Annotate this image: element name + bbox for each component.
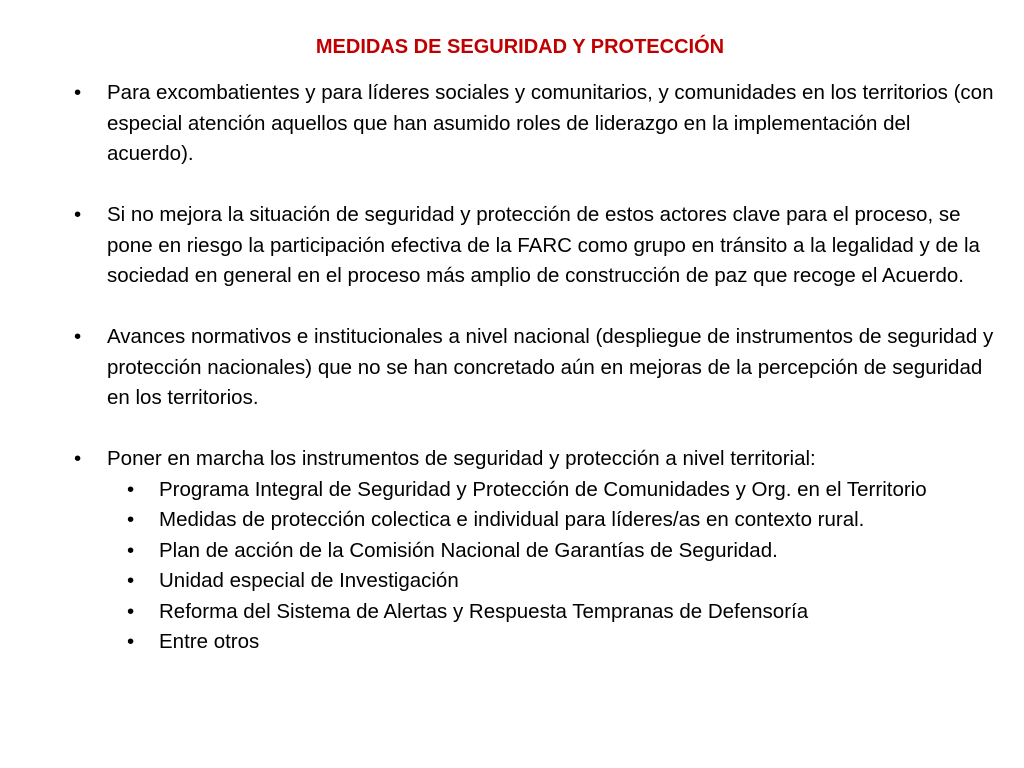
sub-bullet-text: Medidas de protección colectica e individual para líderes/as en contexto rural. <box>159 508 865 531</box>
sub-bullet-item <box>107 597 994 628</box>
sub-bullet-icon: • <box>127 569 135 592</box>
sub-bullet-text: Entre otros <box>159 630 260 653</box>
sub-bullet-icon: • <box>127 538 135 562</box>
sub-bullet-item <box>107 505 994 536</box>
sub-bullet-icon: • <box>127 508 135 531</box>
bullet-list <box>74 78 994 658</box>
sub-bullet-text: Plan de acción de la Comisión Nacional de Garantías de Seguridad. <box>159 538 778 562</box>
sub-bullet-icon: • <box>127 630 135 653</box>
bullet-text: Poner en marcha los instrumentos de seguridad y protección a nivel territorial: <box>107 447 816 470</box>
sub-bullet-icon: • <box>127 477 135 501</box>
sub-bullet-text: Reforma del Sistema de Alertas y Respuesta Tempranas de Defensoría <box>159 599 809 623</box>
sub-bullet-item <box>107 627 994 658</box>
bullet-item <box>74 200 994 292</box>
bullet-icon: • <box>74 325 82 348</box>
sub-bullet-text: Programa Integral de Seguridad y Protección de Comunidades y Org. en el Territorio <box>159 477 927 501</box>
sub-bullet-icon: • <box>127 599 135 623</box>
sub-bullet-item <box>107 566 994 597</box>
bullet-item <box>74 322 994 414</box>
bullet-item <box>74 444 994 658</box>
sub-bullet-item <box>107 475 994 506</box>
bullet-item <box>74 78 994 170</box>
sub-bullet-item <box>107 536 994 567</box>
sub-bullet-list <box>107 475 994 658</box>
bullet-text: Para excombatientes y para líderes sociales y comunitarios, y comunidades en los territorios (con especial atención aquellos que han asumido roles de liderazgo en la implementación del acuerdo). <box>107 81 994 165</box>
sub-bullet-text: Unidad especial de Investigación <box>159 569 459 592</box>
bullet-icon: • <box>74 203 82 226</box>
bullet-icon: • <box>74 447 82 470</box>
slide-title: MEDIDAS DE SEGURIDAD Y PROTECCIÓN <box>315 36 725 58</box>
bullet-text: Si no mejora la situación de seguridad y protección de estos actores clave para el proceso, se pone en riesgo la participación efectiva de la FARC como grupo en tránsito a la legalidad y de la sociedad en general en el proceso más amplio de construcción de paz que recoge el Acuerdo. <box>107 203 980 287</box>
bullet-icon: • <box>74 81 82 104</box>
bullet-text: Avances normativos e institucionales a nivel nacional (despliegue de instrumentos de seguridad y protección nacionales) que no se han concretado aún en mejoras de la percepción de seguridad en los territorios. <box>107 325 994 409</box>
